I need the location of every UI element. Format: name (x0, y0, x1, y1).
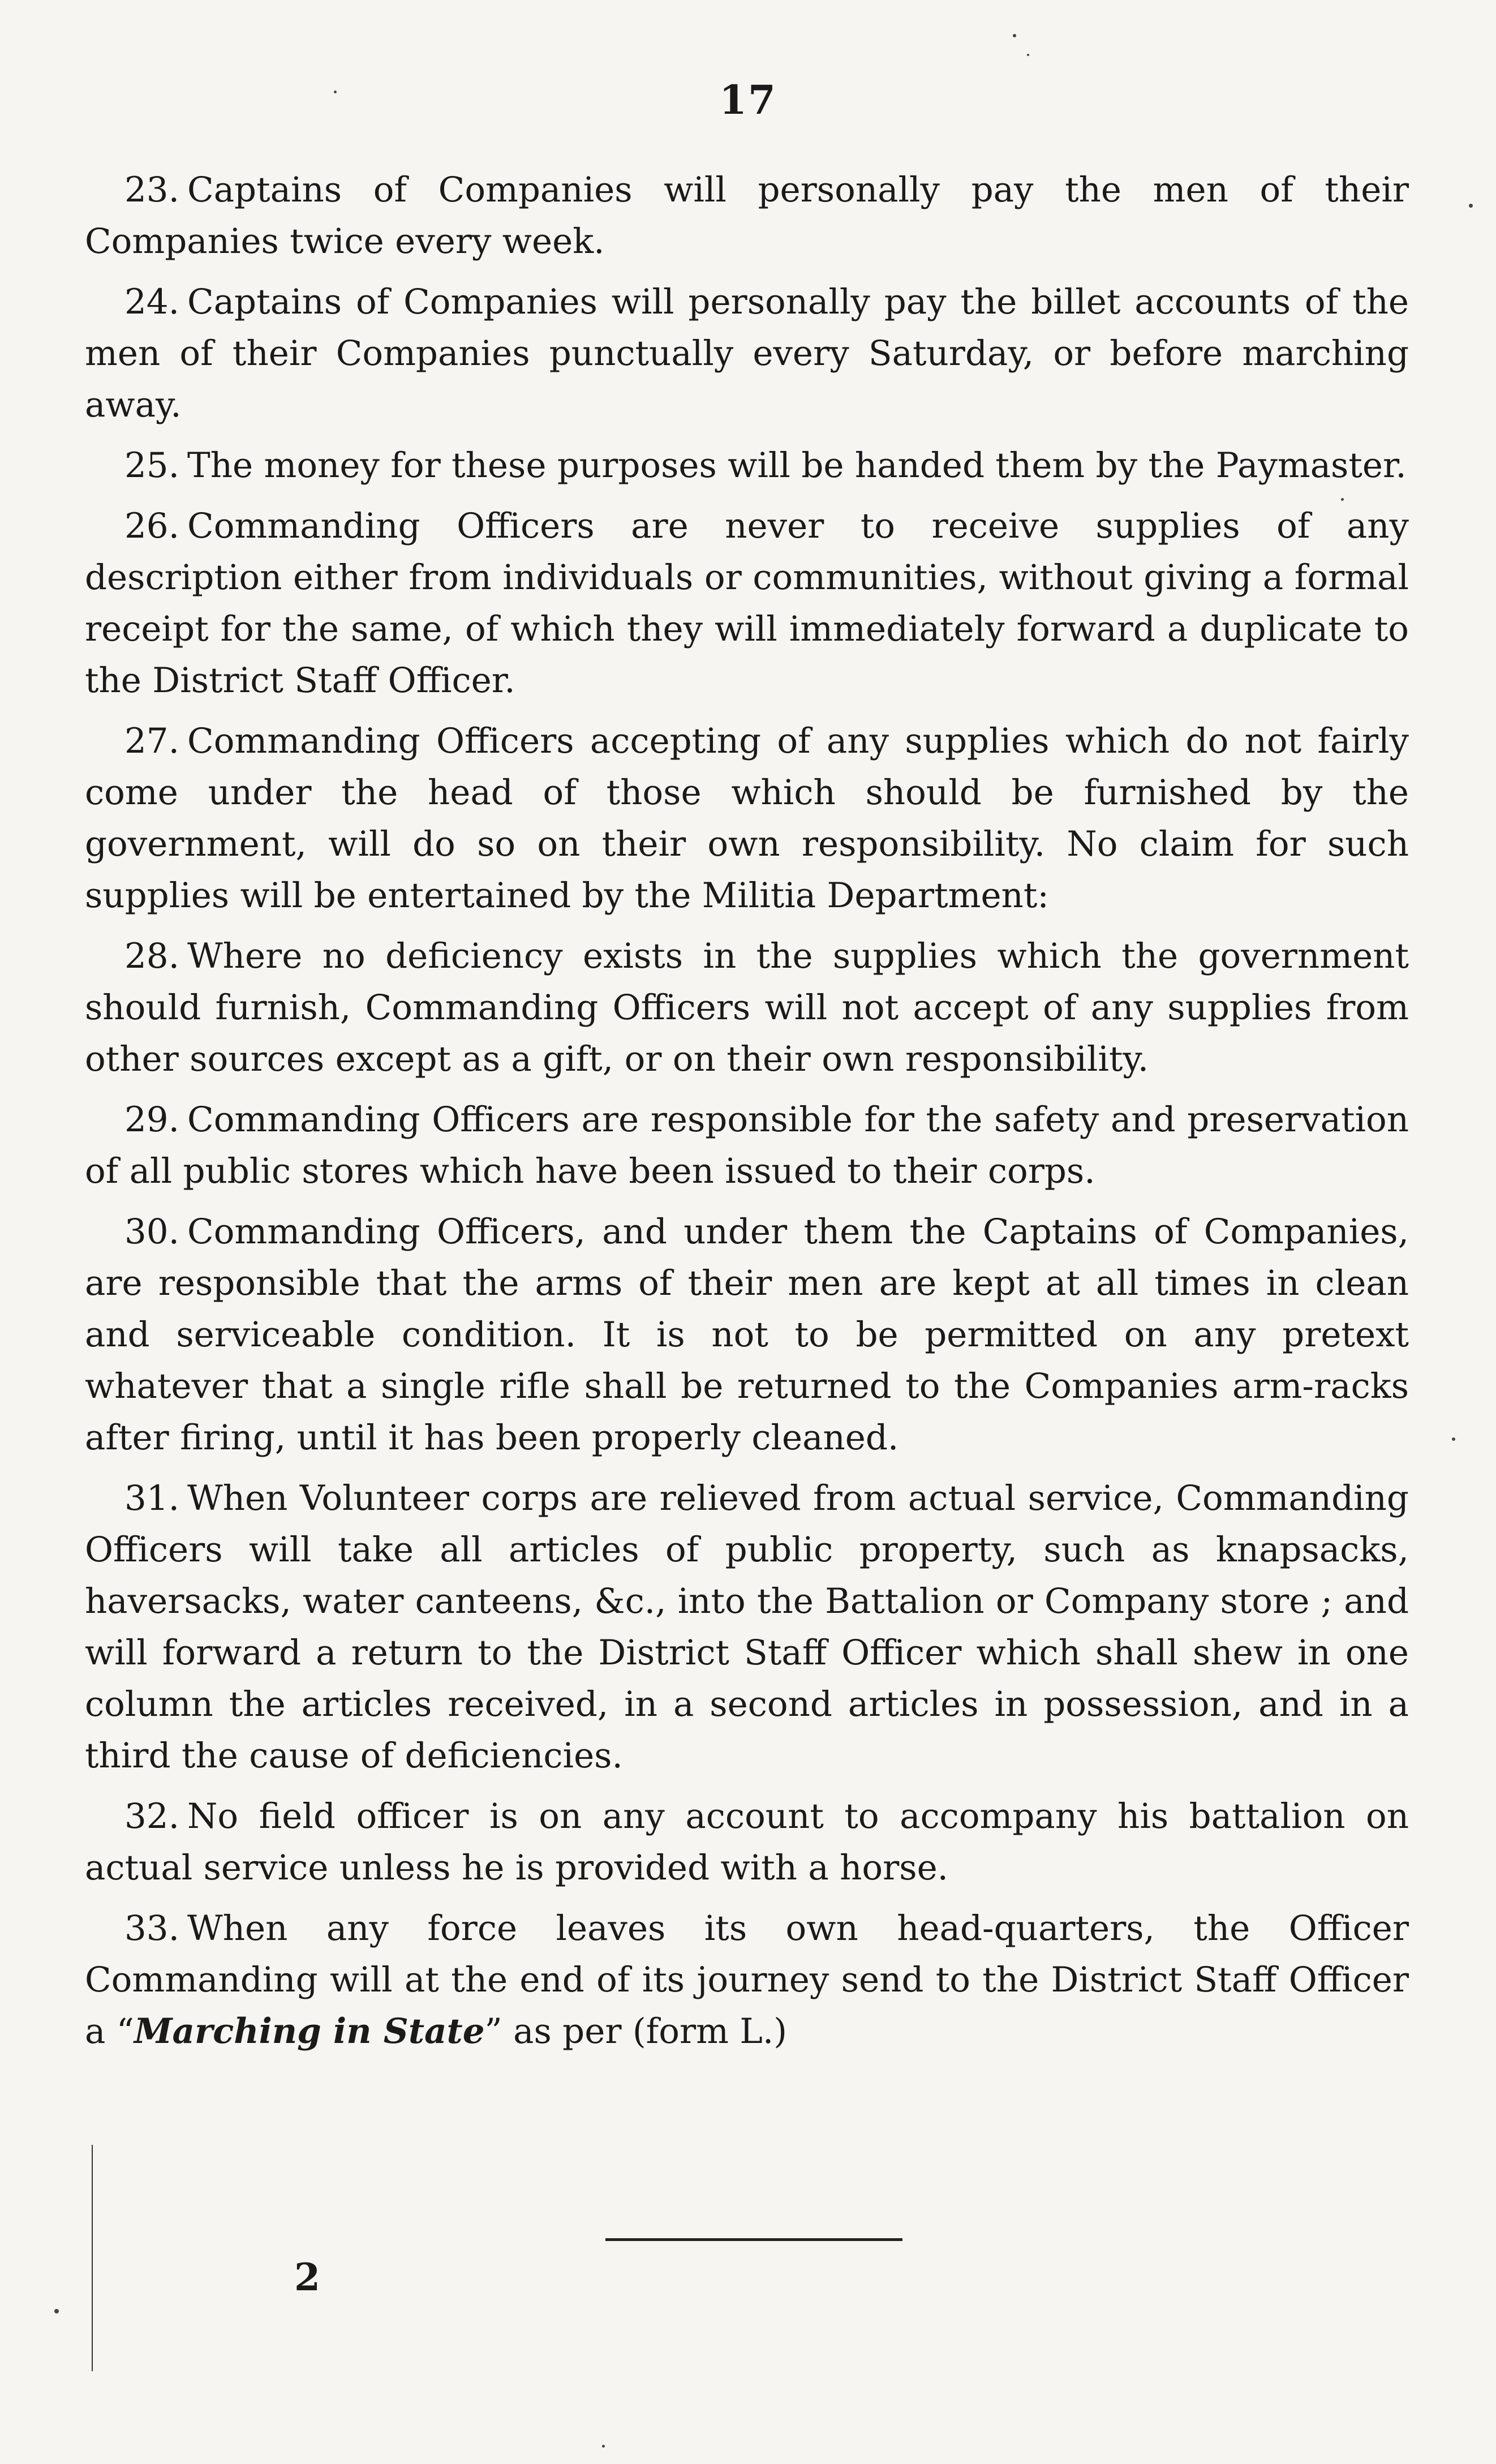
paragraph-number: 26. (124, 506, 180, 546)
paragraph-text: Captains of Companies will personally pay the billet accounts of the men of their Companies punctually every Saturday, or before marching away. (85, 282, 1409, 425)
paragraph-text: The money for these purposes will be handed them by the Paymaster. (187, 445, 1407, 486)
paragraph-33 (85, 1903, 1409, 2057)
paragraph-27 (85, 715, 1409, 921)
paragraph-number: 27. (124, 721, 180, 761)
paragraph-23 (85, 164, 1409, 267)
paragraph-text: Commanding Officers are never to receive supplies of any description either from individuals or communities, without giving a formal receipt for the same, of which they will immediately forward a duplicate to the District Staff Officer. (85, 506, 1409, 701)
paragraph-29 (85, 1094, 1409, 1197)
paragraph-number: 32. (124, 1796, 180, 1836)
paragraph-25 (85, 440, 1409, 491)
regulations-text (85, 164, 1409, 2066)
ink-speck (54, 2309, 59, 2313)
ink-speck (1341, 498, 1344, 501)
paragraph-text: When any force leaves its own head-quarters, the Officer Commanding will at the end of its journey send to the District Staff Officer a “ (85, 1908, 1409, 2051)
paragraph-text: Commanding Officers, and under them the Captains of Companies, are responsible that the arms of their men are kept at all times in clean and serviceable condition. It is not to be permitted on any pretext whatever that a single rifle shall be returned to the Companies arm-racks after firing, until it has been properly cleaned. (85, 1212, 1409, 1458)
ink-speck (334, 91, 337, 93)
paragraph-32 (85, 1791, 1409, 1894)
signature-mark: 2 (294, 2255, 320, 2299)
ink-speck (602, 2445, 605, 2448)
page-number: 17 (719, 76, 777, 123)
paragraph-number: 24. (124, 282, 180, 322)
paragraph-30 (85, 1206, 1409, 1463)
paragraph-31 (85, 1473, 1409, 1782)
ink-speck (1013, 34, 1016, 37)
closing-rule (605, 2238, 902, 2241)
paragraph-number: 29. (124, 1100, 180, 1140)
ink-speck (1027, 54, 1029, 56)
paragraph-number: 31. (124, 1478, 180, 1518)
paragraph-24 (85, 276, 1409, 431)
paragraph-text: Commanding Officers accepting of any supplies which do not fairly come under the head of those which should be furnished by the government, will do so on their own responsibility. No claim for such supplies will be entertained by the Militia Department: (85, 721, 1409, 916)
paragraph-26 (85, 500, 1409, 706)
ink-speck (1469, 204, 1473, 208)
paragraph-28 (85, 930, 1409, 1085)
paragraph-number: 30. (124, 1212, 180, 1252)
paragraph-number: 28. (124, 936, 180, 976)
march-in-state-emphasis: Marching in State (134, 2011, 485, 2051)
paragraph-text: Commanding Officers are responsible for the safety and preservation of all public stores which have been issued to their corps. (85, 1100, 1409, 1191)
paragraph-text: When Volunteer corps are relieved from actual service, Commanding Officers will take all articles of public property, such as knapsacks, haversacks, water canteens, &c., into the Battalion or Company store ; and will forward a return to the District Staff Officer which shall shew in one column the articles received, in a second articles in possession, and in a third the cause of deficiencies. (85, 1478, 1409, 1776)
paragraph-text: No field officer is on any account to accompany his battalion on actual service unless he is provided with a horse. (85, 1796, 1409, 1888)
paragraph-number: 23. (124, 170, 180, 210)
margin-line (92, 2145, 93, 2371)
paragraph-text: Captains of Companies will personally pay the men of their Companies twice every week. (85, 170, 1409, 261)
paragraph-text-end: ” as per (form L.) (484, 2011, 788, 2051)
paragraph-number: 33. (124, 1908, 180, 1948)
paragraph-number: 25. (124, 445, 180, 486)
paragraph-text: Where no deficiency exists in the supplies which the government should furnish, Commanding Officers will not accept of any supplies from other sources except as a gift, or on their own responsibility. (85, 936, 1409, 1079)
ink-speck (1452, 1437, 1455, 1441)
